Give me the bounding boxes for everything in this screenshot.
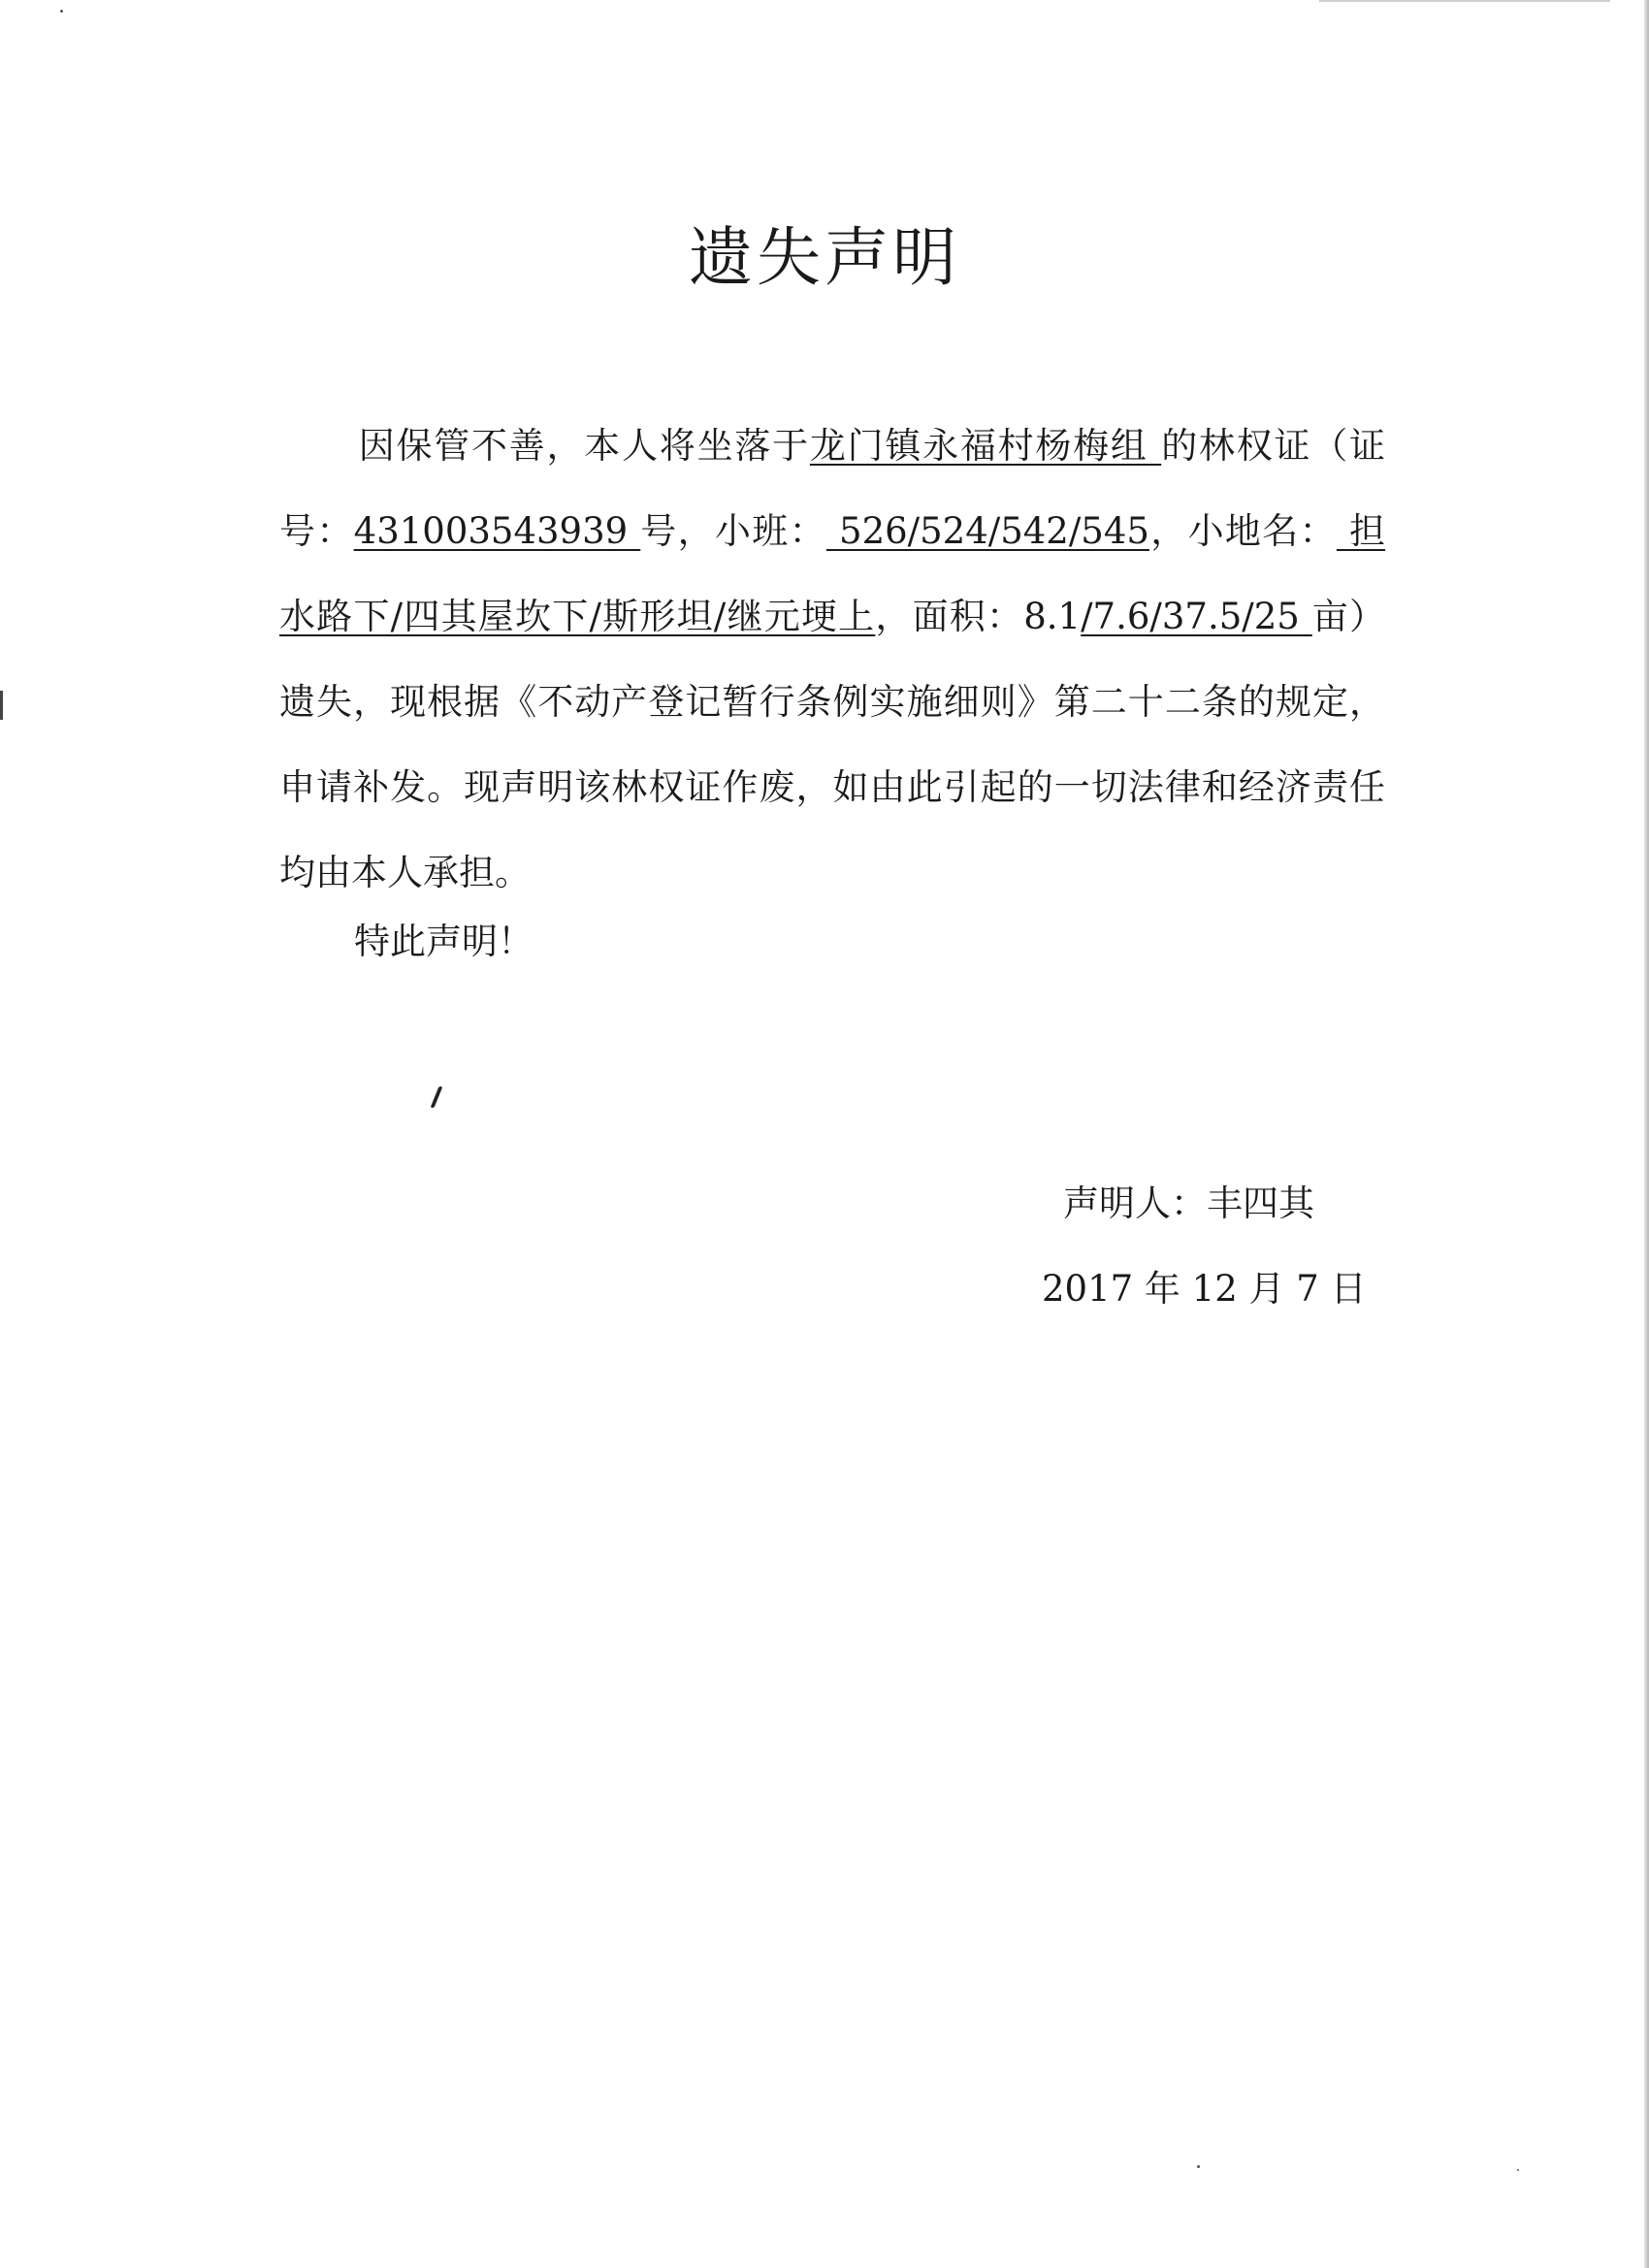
body-text-area-label: ，面积：8.1 <box>875 596 1082 637</box>
place-names-field: 担水路下/四其屋坎下/斯形坦/继元埂上 <box>279 510 1386 637</box>
plot-numbers-field: 526/524/542/545 <box>825 510 1149 552</box>
location-field: 龙门镇永福村杨梅组 <box>809 425 1162 467</box>
scan-edge-right <box>1644 0 1649 2268</box>
signer-line: 声明人：丰四其 <box>1063 1183 1314 1224</box>
scan-speck <box>60 10 63 13</box>
certificate-number-field: 431003543939 <box>353 510 641 552</box>
scan-edge-mark <box>0 691 3 720</box>
body-text-plot-label: 号，小班： <box>640 510 826 552</box>
body-text-intro: 因保管不善，本人将坐落于 <box>357 425 810 467</box>
body-text-place-label: ，小地名： <box>1148 510 1337 552</box>
body-text-cert-label: 的林权证（证号： <box>279 425 1386 552</box>
body-text-conclusion: 亩）遗失，现根据《不动产登记暂行条例实施细则》第二十二条的规定，申请补发。现声明该林权证作废，如由此引起的一切法律和经济责任均由本人承担。 <box>279 596 1386 893</box>
date-line: 2017 年 12 月 7 日 <box>1042 1268 1367 1310</box>
declaration-body <box>279 404 1385 916</box>
page-title: 遗失声明 <box>689 220 960 295</box>
pen-mark <box>431 1086 443 1108</box>
scan-edge-top <box>1319 0 1610 2</box>
areas-field: /7.6/37.5/25 <box>1081 596 1312 637</box>
scan-speck <box>1197 2165 1200 2168</box>
scan-speck <box>1517 2169 1519 2171</box>
closing-statement: 特此声明！ <box>354 921 534 962</box>
